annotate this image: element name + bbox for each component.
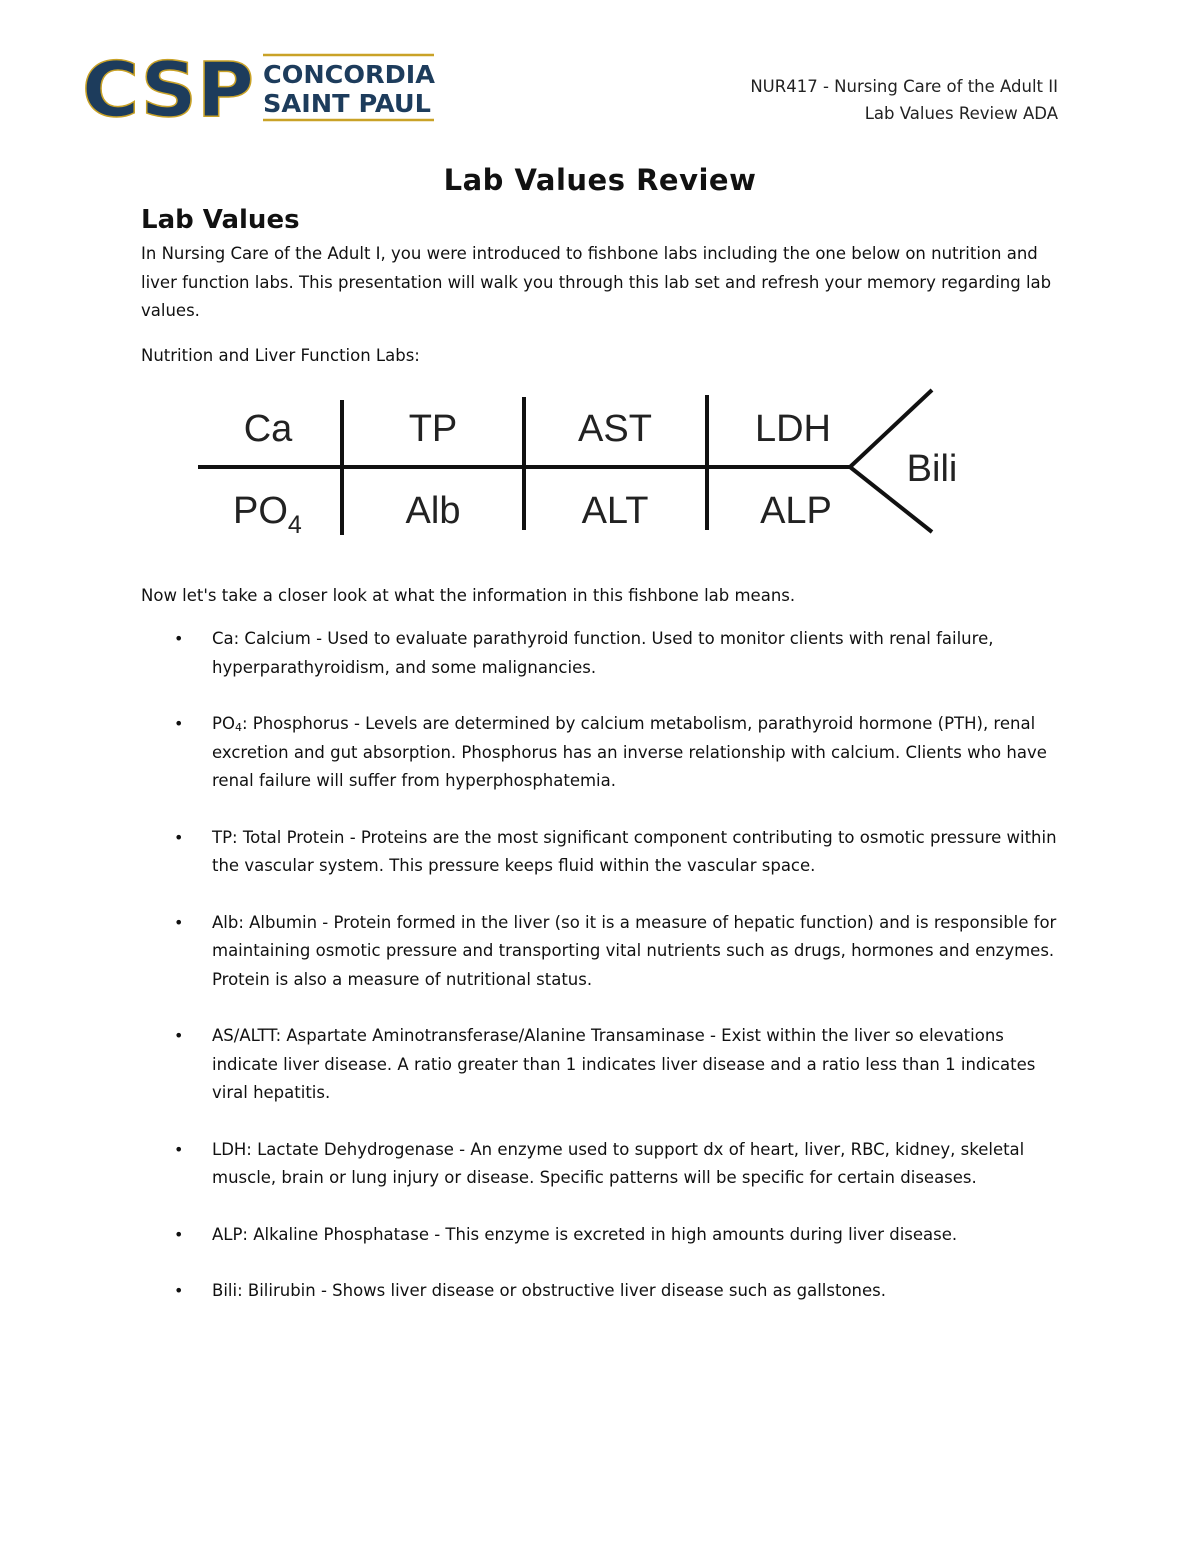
fishbone-label-ldh: LDH	[754, 408, 832, 450]
lab-item-ldh	[141, 1136, 1071, 1193]
fishbone-po-subscript: 4	[287, 511, 302, 539]
lab-po4-subscript: 4	[234, 721, 242, 734]
lab-text-ast-alt: AS/ALTT: Aspartate Aminotransferase/Alanine Transaminase - Exist within the liver so elevations indicate liver disease. A ratio greater than 1 indicates liver disease and a ratio less than 1 indicates viral hepatitis.	[212, 1026, 1036, 1102]
fishbone-label-alb: Alb	[405, 490, 461, 532]
concordia-saint-paul-logo	[82, 52, 438, 124]
bullet-icon: •	[174, 827, 184, 847]
logo-monogram: CSP	[82, 52, 254, 124]
lab-item-ast-alt	[141, 1022, 1071, 1108]
bullet-icon: •	[174, 629, 184, 648]
lab-text-alb: Alb: Albumin - Protein formed in the liver (so it is a measure of hepatic function) and is responsible for maintaining osmotic pressure and transporting vital nutrients such as drugs, hormones and enzymes. Protein is also a measure of nutritional status.	[212, 912, 1057, 989]
lab-text-ca: Ca: Calcium - Used to evaluate parathyroid function. Used to monitor clients with renal failure, hyperparathyroidism, and some malignancies.	[212, 629, 994, 677]
fishbone-label-alt: ALT	[581, 490, 649, 532]
lab-item-tp	[141, 824, 1071, 881]
fishbone-label-alp: ALP	[760, 490, 832, 532]
bullet-icon: •	[174, 1224, 184, 1244]
fishbone-label-tp: TP	[408, 408, 458, 450]
fishbone-label-ca: Ca	[243, 408, 293, 450]
fishbone-label-bili: Bili	[906, 448, 958, 490]
fishbone-label-po4	[233, 490, 302, 539]
lab-po4-description: : Phosphorus - Levels are determined by calcium metabolism, parathyroid hormone (PTH), renal excretion and gut absorption. Phosphorus has an inverse relationship with calcium. Clients who have renal failure will suffer from hyperphosphatemia.	[212, 714, 1047, 790]
logo-name-line1: CONCORDIA	[263, 60, 436, 89]
fishbone-label: Nutrition and Liver Function Labs:	[141, 346, 420, 365]
lab-text-po4	[212, 714, 1047, 790]
lab-item-alp	[141, 1221, 1071, 1250]
closer-look-intro: Now let's take a closer look at what the information in this fishbone lab means.	[141, 586, 796, 605]
section-heading: Lab Values	[141, 205, 300, 235]
fishbone-po-text: PO	[233, 490, 288, 532]
fishbone-diagram	[190, 380, 970, 545]
lab-text-tp: TP: Total Protein - Proteins are the most significant component contributing to osmotic pressure within the vascular system. This pressure keeps fluid within the vascular space.	[212, 827, 1057, 875]
bullet-icon: •	[174, 1139, 184, 1159]
bullet-icon: •	[174, 714, 184, 733]
intro-paragraph: In Nursing Care of the Adult I, you were introduced to fishbone labs including the one below on nutrition and liver function labs. This presentation will walk you through this lab set and refresh your memory regarding lab values.	[141, 244, 1052, 320]
bullet-icon: •	[174, 1026, 184, 1045]
logo-name-line2: SAINT PAUL	[263, 89, 432, 118]
lab-item-ca	[141, 625, 1071, 682]
course-title: NUR417 - Nursing Care of the Adult II	[750, 77, 1058, 96]
lab-item-po4	[141, 710, 1071, 796]
lab-definitions-list	[141, 625, 1071, 1334]
lab-text-bili: Bili: Bilirubin - Shows liver disease or obstructive liver disease such as gallstones.	[212, 1281, 886, 1300]
lab-text-ldh: LDH: Lactate Dehydrogenase - An enzyme used to support dx of heart, liver, RBC, kidney, skeletal muscle, brain or lung injury or disease. Specific patterns will be specific for certain diseases.	[212, 1139, 1025, 1187]
bullet-icon: •	[174, 1281, 184, 1300]
lab-text-alp: ALP: Alkaline Phosphatase - This enzyme is excreted in high amounts during liver disease.	[212, 1224, 958, 1244]
fishbone-label-ast: AST	[578, 408, 652, 450]
lab-item-bili	[141, 1277, 1071, 1306]
document-header	[750, 73, 1058, 127]
page-title: Lab Values Review	[443, 163, 757, 197]
lab-item-alb	[141, 909, 1071, 995]
document-label: Lab Values Review ADA	[864, 104, 1058, 123]
lab-po4-prefix: PO	[212, 714, 235, 733]
bullet-icon: •	[174, 912, 184, 932]
